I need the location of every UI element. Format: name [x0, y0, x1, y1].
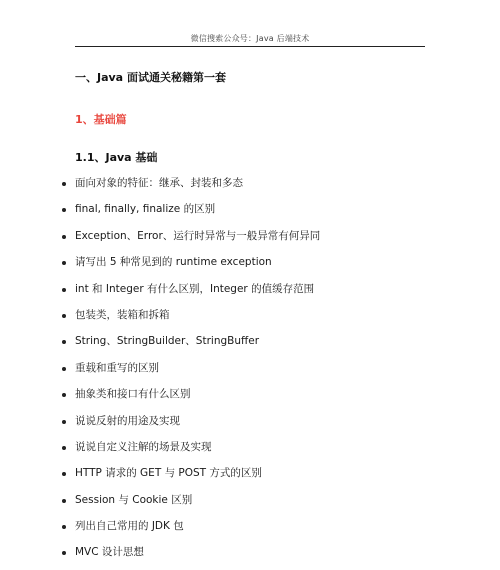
list-item-text: 列出自己常用的 JDK 包 — [75, 520, 184, 533]
bullet-dot — [62, 182, 66, 186]
bullet-dot — [62, 393, 66, 397]
bullet-dot — [62, 499, 66, 503]
list-item-text: int 和 Integer 有什么区别，Integer 的值缓存范围 — [75, 282, 315, 295]
bullet-dot — [62, 367, 66, 371]
list-item-text: 包装类，装箱和拆箱 — [75, 308, 170, 321]
list-item-text: Session 与 Cookie 区别 — [75, 493, 193, 506]
bullet-dot — [62, 525, 66, 529]
list-item-text: final, finally, finalize 的区别 — [75, 203, 216, 216]
bullet-dot — [62, 446, 66, 450]
list-item-text: 说说自定义注解的场景及实现 — [75, 440, 212, 453]
list-item-text: String、StringBuilder、StringBuffer — [75, 335, 260, 348]
bullet-dot — [62, 340, 66, 344]
document-title: 一、Java 面试通关秘籍第一套 — [75, 71, 226, 84]
list-item-text: 重载和重写的区别 — [75, 361, 159, 374]
list-item-text: 面向对象的特征：继承、封装和多态 — [75, 177, 243, 189]
bullet-dot — [62, 420, 66, 424]
header-rule — [75, 46, 425, 47]
bullet-dot — [62, 314, 66, 318]
bullet-dot — [62, 551, 66, 555]
list-item-text: 请写出 5 种常见到的 runtime exception — [75, 256, 272, 269]
header-text: 微信搜索公众号：Java 后端技术 — [190, 34, 310, 43]
list-item-text: Exception、Error、运行时异常与一般异常有何异同 — [75, 229, 321, 242]
bullet-dot — [62, 472, 66, 476]
bullet-dot — [62, 208, 66, 212]
subsection-heading: 1.1、Java 基础 — [75, 151, 158, 164]
list-item-text: MVC 设计思想 — [75, 546, 144, 559]
bullet-dot — [62, 235, 66, 239]
list-item-text: 抽象类和接口有什么区别 — [75, 388, 191, 401]
section-heading: 1、基础篇 — [75, 113, 127, 126]
bullet-dot — [62, 261, 66, 265]
list-item-text: HTTP 请求的 GET 与 POST 方式的区别 — [75, 467, 262, 480]
list-item-text: 说说反射的用途及实现 — [75, 414, 180, 427]
bullet-dot — [62, 288, 66, 292]
